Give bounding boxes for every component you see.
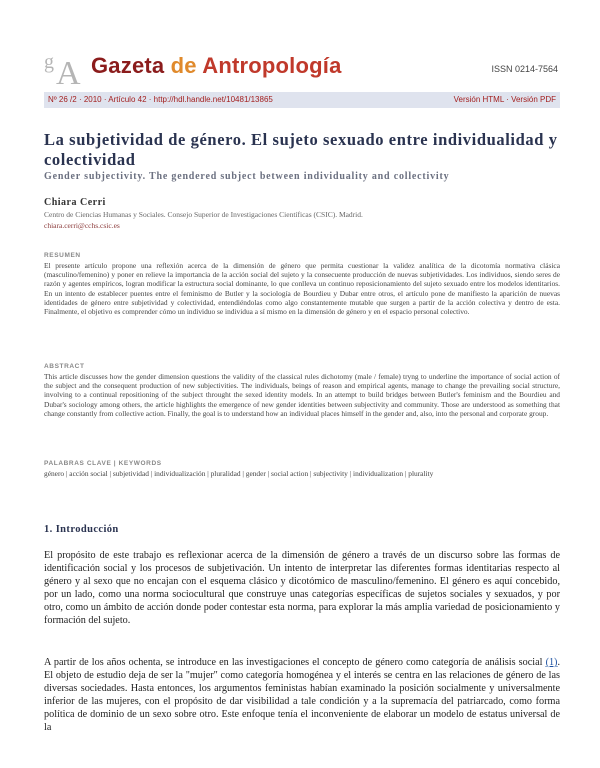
svg-text:g: g bbox=[44, 51, 54, 73]
intro-paragraph-2 bbox=[44, 656, 560, 735]
intro-paragraph-1: El propósito de este trabajo es reflexionar acerca de la dimensión de género a través de un discurso sobre las formas de identificación social y los procesos de subjetivación. Un intento de interpretar las diferentes formas identitarias respecto al género y al sexo que no encajan con el esquema clásico y dicotómico de masculino/femenino. El género es aquí concebido, por un lado, como una norma sociocultural que construye unas categorías específicas de sujetos sociales y sexuados, y por otro, como un ámbito de acción donde poder contestar esta norma, para explorar la más amplia variedad de posicionamiento y formación del sujeto. bbox=[44, 550, 560, 627]
abstract-text: This article discusses how the gender dimension questions the validity of the classical rules dichotomy (male / female) tryng to underline the importance of social action of the subject and the consequent production of new subjectivities. The individuals, beings of reason and empirical agents, manage to change the prevailing social structure, involving to a continual repositioning of the subject throught the sexed identity models. In an attempt to build bridges between Butler's feminism and the Bourdieu and Dubar's sociology among others, the article highlights the emergence of new gender identities between subjectivity and community. Those are understood as something that change constantly from collective action. Finally, the goal is to understand how an individual places himself in the gender and, also, into the personal and corporate group. bbox=[44, 372, 560, 418]
journal-header bbox=[44, 44, 560, 86]
keywords-label: PALABRAS CLAVE | KEYWORDS bbox=[44, 460, 162, 467]
article-subtitle: Gender subjectivity. The gendered subject between individuality and collectivity bbox=[44, 171, 450, 182]
paragraph-2-rest: . El objeto de estudio deja de ser la "mujer" como categoría homogénea y el interés se centra en las relaciones de género de las diversas sociedades. Hasta entonces, los argumentos feministas habían examinado la posición socialmente y universalmente inferior de las mujeres, con el propósito de dar visibilidad a tale condición y a la supremacía del patriarcado, como forma política de dominio de un sexo sobre otro. Este enfoque tenía el inconveniente de elaborar un modelo de estatus universal de la bbox=[44, 657, 560, 734]
journal-title-suffix: Antropología bbox=[196, 53, 342, 78]
author-name: Chiara Cerri bbox=[44, 197, 106, 208]
journal-title[interactable] bbox=[91, 53, 342, 79]
journal-logo-icon bbox=[44, 46, 84, 86]
resumen-text: El presente artículo propone una reflexión acerca de la dimensión de género que permita cuestionar la validez analítica de la dicotomía normativa clásica (masculino/femenino) y poner en relieve la importancia de la acción social del sujeto y la consecuente producción de nuevas subjetividades. Los individuos, siendo seres de razón y agentes empíricos, logran modificar la estructura social dominante, lo que conlleva un continuo reposicionamiento del sujeto sexuado entre los modelos identitarios. En un intento de establecer puentes entre el feminismo de Butler y la sociología de Bourdieu y Dubar entre otros, el artículo pone de manifiesto la aparición de nuevas identidades de género entre subjetividad y colectividad, entendiéndolas como algo constantemente mutable que surgen a partir de la acción colectiva y dentro de esta. Finalmente, el objetivo es comprender cómo un individuo se individua a sí mismo en la dimensión de género y en el espacio personal colectivo. bbox=[44, 261, 560, 317]
author-affiliation: Centro de Ciencias Humanas y Sociales. Consejo Superior de Investigaciones Científicas (CSIC). Madrid. bbox=[44, 210, 363, 219]
citation-link[interactable]: Nº 26 /2 · 2010 · Artículo 42 · http://hdl.handle.net/10481/13865 bbox=[48, 95, 273, 104]
issn: ISSN 0214-7564 bbox=[491, 64, 558, 74]
journal-title-de: de bbox=[170, 53, 197, 78]
svg-text:A: A bbox=[56, 55, 81, 86]
footnote-link[interactable]: (1) bbox=[545, 657, 558, 668]
section-heading: 1. Introducción bbox=[44, 524, 119, 535]
resumen-label: RESUMEN bbox=[44, 252, 81, 259]
citation-bar bbox=[44, 92, 560, 108]
author-email[interactable]: chiara.cerri@cchs.csic.es bbox=[44, 221, 120, 230]
article-title: La subjetividad de género. El sujeto sexuado entre individualidad y colectividad bbox=[44, 130, 558, 169]
keywords-text: género | acción social | subjetividad | individualización | pluralidad | gender | social action | subjectivity | individualization | plurality bbox=[44, 469, 434, 478]
paragraph-2-start: A partir de los años ochenta, se introduce en las investigaciones el concepto de género como categoría de análisis social bbox=[44, 657, 546, 668]
version-links[interactable]: Versión HTML · Versión PDF bbox=[453, 95, 556, 104]
abstract-label: ABSTRACT bbox=[44, 363, 85, 370]
journal-title-prefix: Gazeta bbox=[91, 53, 171, 78]
